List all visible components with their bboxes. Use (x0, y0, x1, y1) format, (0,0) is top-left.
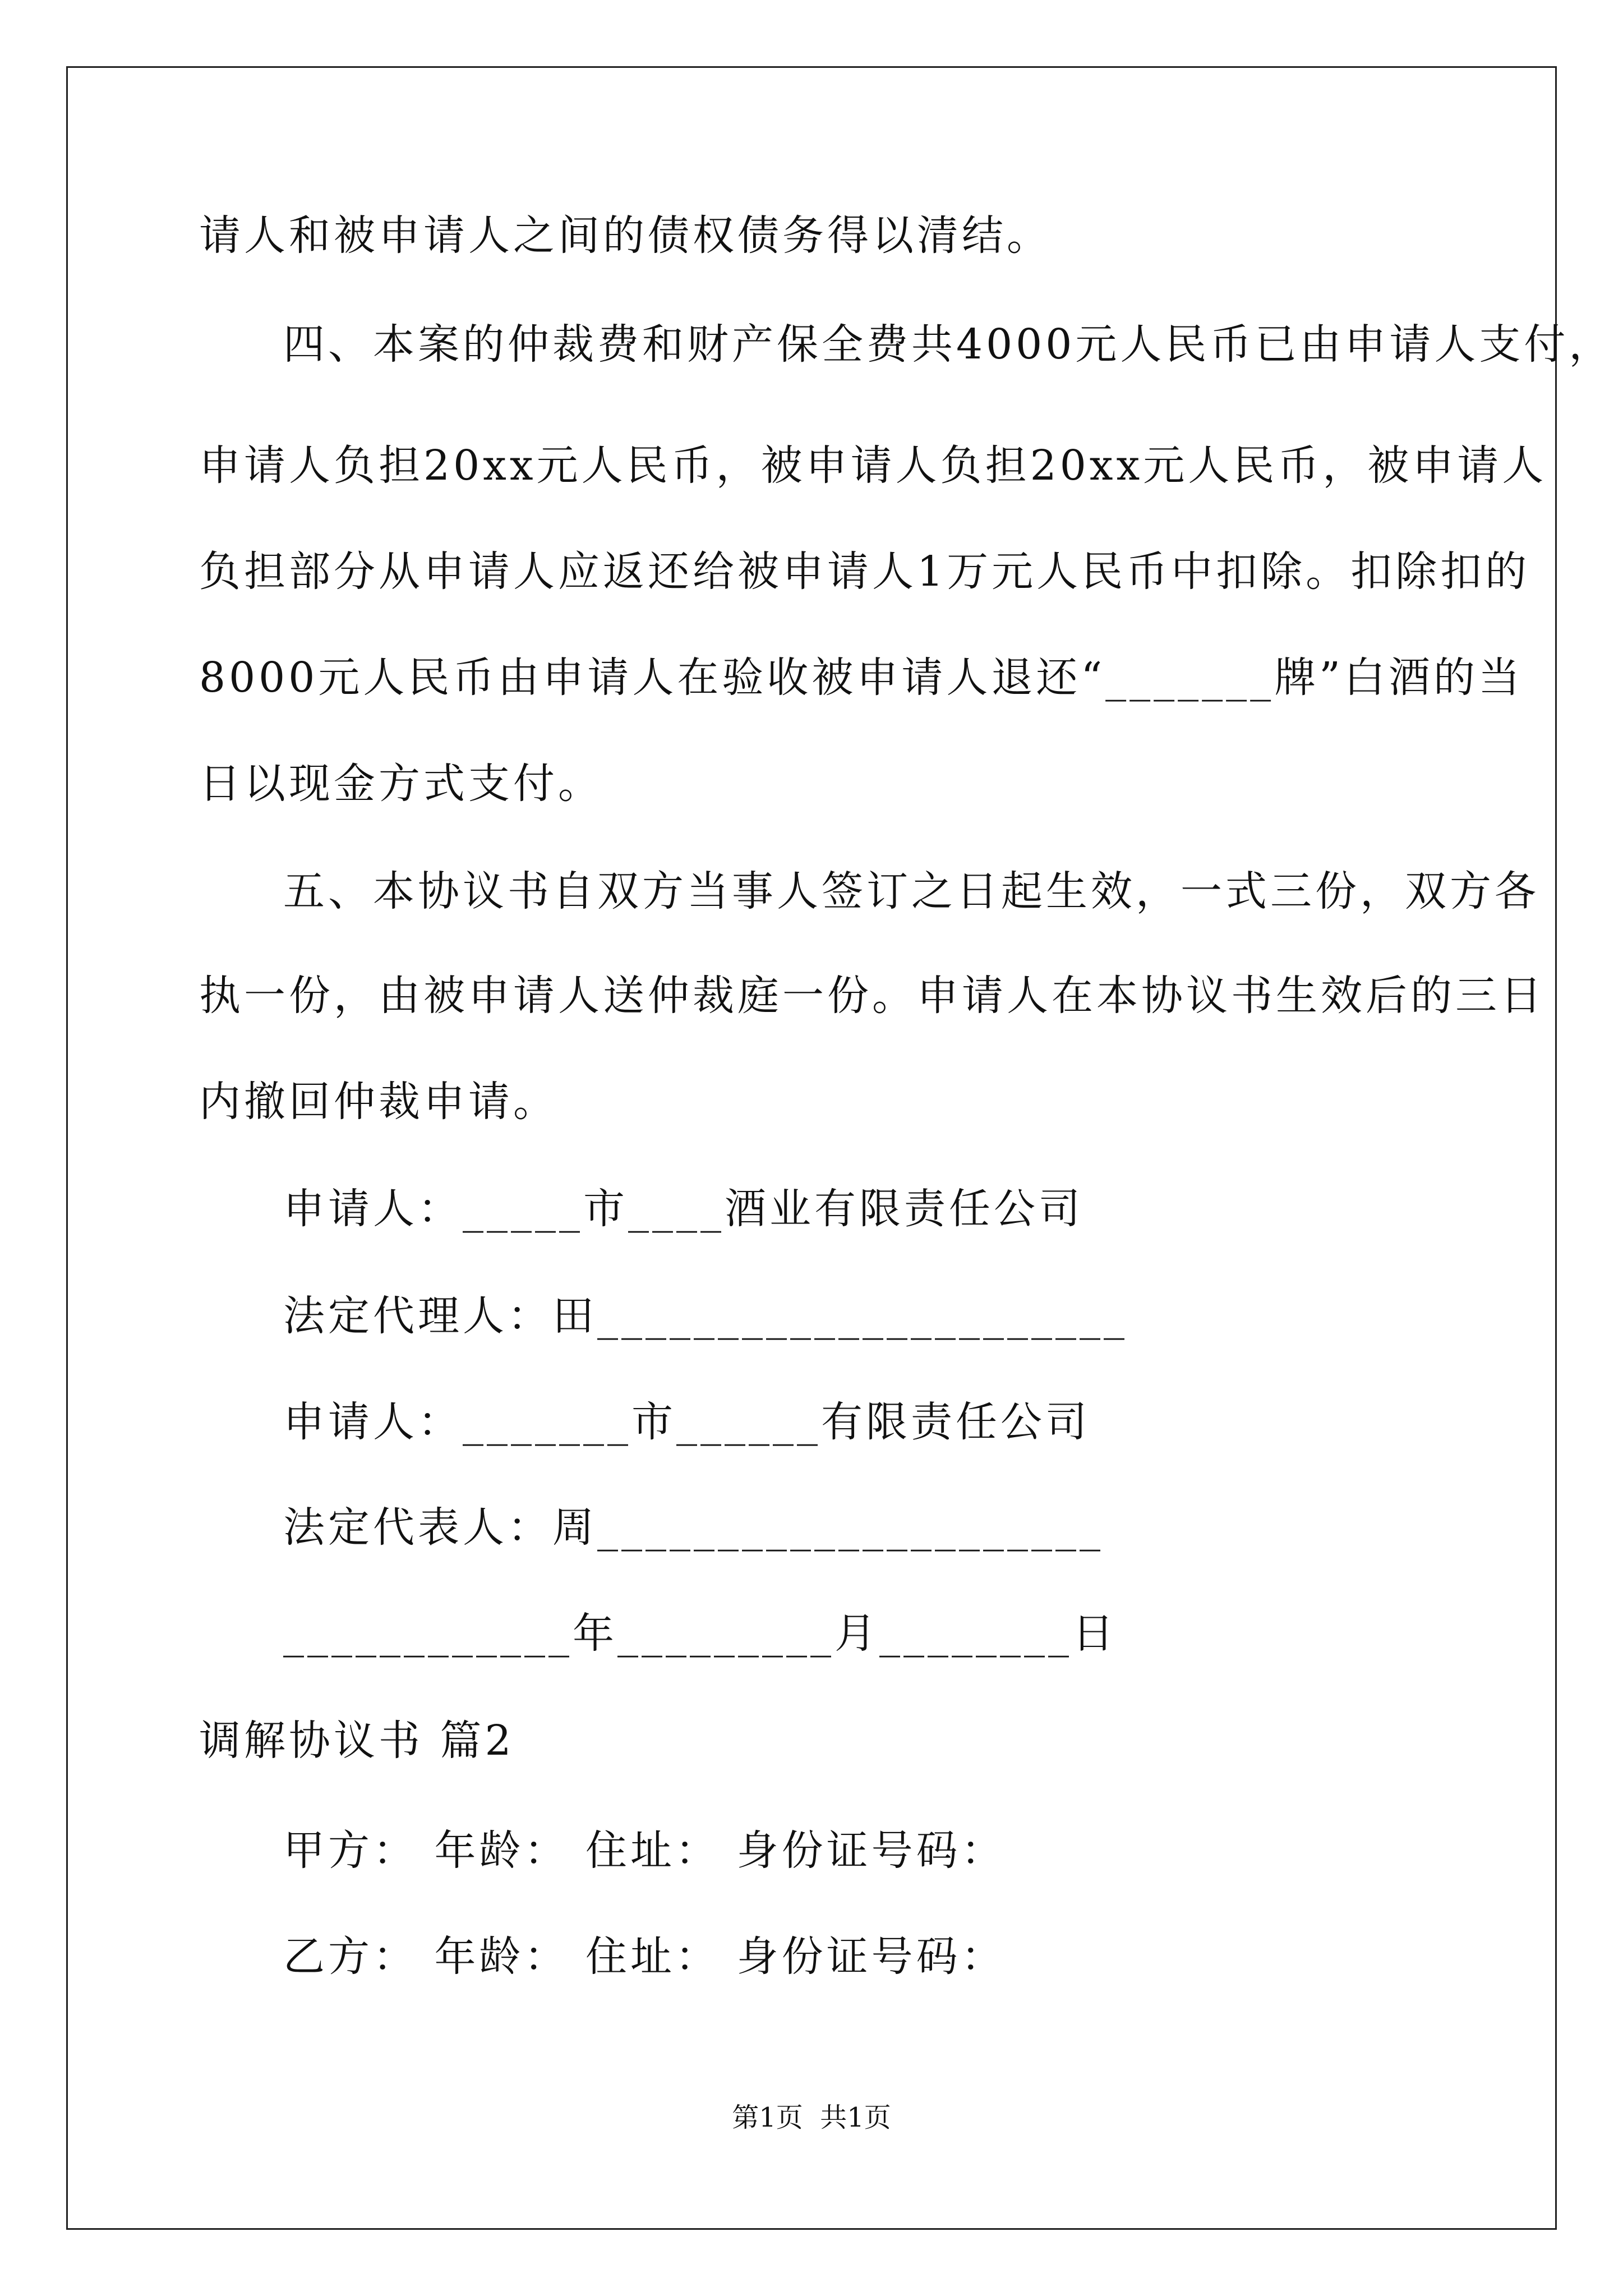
text-line-2: 四、本案的仲裁费和财产保全费共4000元人民币已由申请人支付， (283, 320, 1614, 369)
signature-applicant-1: 申请人：_____市____酒业有限责任公司 (283, 1185, 1083, 1233)
section-heading: 调解协议书 篇2 (199, 1717, 515, 1765)
text-line-8: 执一份，由被申请人送仲裁庭一份。申请人在本协议书生效后的三日 (199, 972, 1545, 1020)
text-line-4: 负担部分从申请人应返还给被申请人1万元人民币中扣除。扣除扣的 (199, 547, 1530, 596)
signature-legal-agent: 法定代理人：田______________________ (283, 1292, 1128, 1340)
text-line-7: 五、本协议书自双方当事人签订之日起生效，一式三份，双方各 (283, 867, 1539, 915)
signature-legal-representative: 法定代表人：周_____________________ (283, 1503, 1104, 1552)
party-a-line: 甲方： 年龄： 住址： 身份证号码： (283, 1826, 1006, 1875)
text-line-9: 内撤回仲裁申请。 (199, 1078, 558, 1126)
text-line-1: 请人和被申请人之间的债权债务得以清结。 (199, 211, 1052, 260)
text-line-5: 8000元人民币由申请人在验收被申请人退还“_______牌”白酒的当 (199, 654, 1523, 702)
party-b-line: 乙方： 年龄： 住址： 身份证号码： (283, 1932, 1006, 1981)
page-border (66, 66, 1557, 2230)
text-line-6: 日以现金方式支付。 (199, 760, 603, 808)
text-line-3: 申请人负担20xx元人民币，被申请人负担20xx元人民币，被申请人 (199, 441, 1547, 490)
date-line: ____________年_________月________日 (283, 1609, 1117, 1658)
page-footer: 第1页 共1页 (732, 2102, 891, 2133)
signature-applicant-2: 申请人：_______市______有限责任公司 (283, 1398, 1090, 1446)
